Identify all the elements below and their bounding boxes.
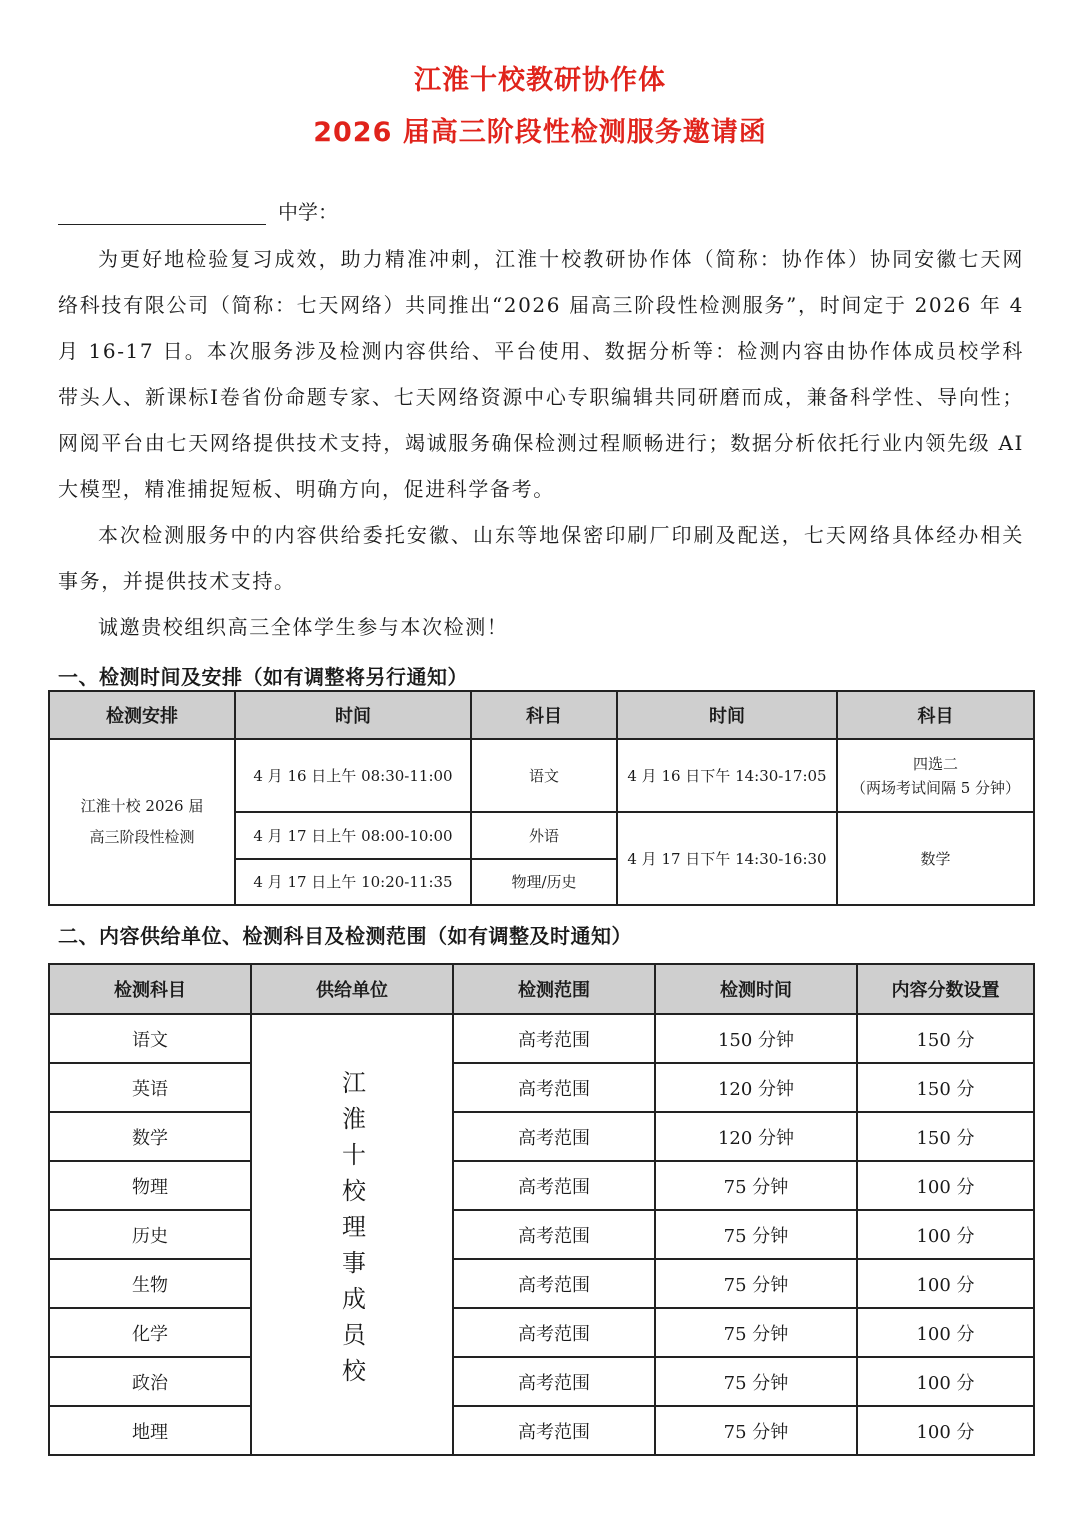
invitation-paragraph: 诚邀贵校组织高三全体学生参与本次检测！ [98, 615, 509, 639]
subject-cell: 英语 [49, 1063, 251, 1112]
document-title: 江淮十校教研协作体 [414, 65, 666, 96]
section1-heading: 一、检测时间及安排（如有调整将另行通知） [58, 665, 468, 689]
duration-cell: 75 分钟 [655, 1161, 857, 1210]
table-row [49, 1014, 1034, 1063]
arrangement-cell: 江淮十校 2026 届 高三阶段性检测 [49, 739, 235, 905]
score-cell: 100 分 [857, 1308, 1034, 1357]
addressee-line [58, 196, 338, 225]
document-subtitle: 2026 届高三阶段性检测服务邀请函 [313, 117, 767, 148]
duration-cell: 120 分钟 [655, 1063, 857, 1112]
subject-cell: 物理 [49, 1161, 251, 1210]
intro-paragraph: 为更好地检验复习成效，助力精准冲刺，江淮十校教研协作体（简称：协作体）协同安徽七天网络科技有限公司（简称：七天网络）共同推出“2026 届高三阶段性检测服务”，时间定于 2026 年 4 月 16-17 日。本次服务涉及检测内容供给、平台使用、数据分析等：检测内容由协作体成员校学科带头人、新课标Ⅰ卷省份命题专家、七天网络资源中心专职编辑共同研磨而成，兼备科学性、导向性；网阅平台由七天网络提供技术支持，竭诚服务确保检测过程顺畅进行；数据分析依托行业内领先级 AI 大模型，精准捕捉短板、明确方向，促进科学备考。 [58, 247, 1024, 501]
subject-cell: 生物 [49, 1259, 251, 1308]
table-row [49, 1161, 1034, 1210]
subject-cell: 化学 [49, 1308, 251, 1357]
scope-cell: 高考范围 [453, 1112, 655, 1161]
printing-paragraph: 本次检测服务中的内容供给委托安徽、山东等地保密印刷厂印刷及配送，七天网络具体经办相关事务，并提供技术支持。 [58, 523, 1024, 593]
table-row [49, 1259, 1034, 1308]
duration-cell: 75 分钟 [655, 1210, 857, 1259]
subjects-header-scope: 检测范围 [453, 964, 655, 1014]
schedule-row [49, 739, 1034, 812]
score-cell: 100 分 [857, 1210, 1034, 1259]
score-cell: 150 分 [857, 1112, 1034, 1161]
duration-cell: 75 分钟 [655, 1406, 857, 1455]
scope-cell: 高考范围 [453, 1210, 655, 1259]
morning-subject-cell: 外语 [471, 812, 617, 859]
schedule-header-row [49, 691, 1034, 739]
morning-time-cell: 4 月 17 日上午 10:20-11:35 [235, 859, 471, 905]
subject-cell: 历史 [49, 1210, 251, 1259]
schedule-header-arrangement: 检测安排 [49, 691, 235, 739]
subject-cell: 语文 [49, 1014, 251, 1063]
table-row [49, 1357, 1034, 1406]
supplier-cell [251, 1014, 453, 1455]
duration-cell: 150 分钟 [655, 1014, 857, 1063]
duration-cell: 75 分钟 [655, 1308, 857, 1357]
duration-cell: 75 分钟 [655, 1259, 857, 1308]
subject-cell: 地理 [49, 1406, 251, 1455]
addressee-suffix: 中学： [278, 200, 338, 224]
schedule-header-time-morning: 时间 [235, 691, 471, 739]
schedule-header-subject-afternoon: 科目 [837, 691, 1034, 739]
score-cell: 100 分 [857, 1259, 1034, 1308]
subjects-table [48, 963, 1035, 1456]
scope-cell: 高考范围 [453, 1406, 655, 1455]
subjects-header-supplier: 供给单位 [251, 964, 453, 1014]
duration-cell: 75 分钟 [655, 1357, 857, 1406]
table-row [49, 1308, 1034, 1357]
morning-subject-cell: 物理/历史 [471, 859, 617, 905]
section2-heading: 二、内容供给单位、检测科目及检测范围（如有调整及时通知） [58, 924, 632, 948]
morning-time-cell: 4 月 17 日上午 08:00-10:00 [235, 812, 471, 859]
score-cell: 100 分 [857, 1357, 1034, 1406]
table-row [49, 1063, 1034, 1112]
table-row [49, 1112, 1034, 1161]
subjects-header-duration: 检测时间 [655, 964, 857, 1014]
afternoon-time-cell: 4 月 16 日下午 14:30-17:05 [617, 739, 837, 812]
afternoon-subject-cell: 四选二 （两场考试间隔 5 分钟） [837, 739, 1034, 812]
scope-cell: 高考范围 [453, 1357, 655, 1406]
subject-cell: 数学 [49, 1112, 251, 1161]
scope-cell: 高考范围 [453, 1308, 655, 1357]
schedule-header-time-afternoon: 时间 [617, 691, 837, 739]
morning-time-cell: 4 月 16 日上午 08:30-11:00 [235, 739, 471, 812]
duration-cell: 120 分钟 [655, 1112, 857, 1161]
table-row [49, 1210, 1034, 1259]
schedule-table [48, 690, 1035, 906]
scope-cell: 高考范围 [453, 1014, 655, 1063]
subjects-header-subject: 检测科目 [49, 964, 251, 1014]
subject-cell: 政治 [49, 1357, 251, 1406]
afternoon-time-cell: 4 月 17 日下午 14:30-16:30 [617, 812, 837, 905]
score-cell: 150 分 [857, 1014, 1034, 1063]
score-cell: 100 分 [857, 1161, 1034, 1210]
score-cell: 150 分 [857, 1063, 1034, 1112]
schedule-header-subject-morning: 科目 [471, 691, 617, 739]
table-row [49, 1406, 1034, 1455]
afternoon-subject-cell: 数学 [837, 812, 1034, 905]
scope-cell: 高考范围 [453, 1161, 655, 1210]
school-name-blank [58, 200, 266, 225]
scope-cell: 高考范围 [453, 1063, 655, 1112]
subjects-header-row [49, 964, 1034, 1014]
morning-subject-cell: 语文 [471, 739, 617, 812]
subjects-header-score: 内容分数设置 [857, 964, 1034, 1014]
scope-cell: 高考范围 [453, 1259, 655, 1308]
score-cell: 100 分 [857, 1406, 1034, 1455]
supplier-text: 江淮十校理事成员校 [337, 1070, 366, 1394]
